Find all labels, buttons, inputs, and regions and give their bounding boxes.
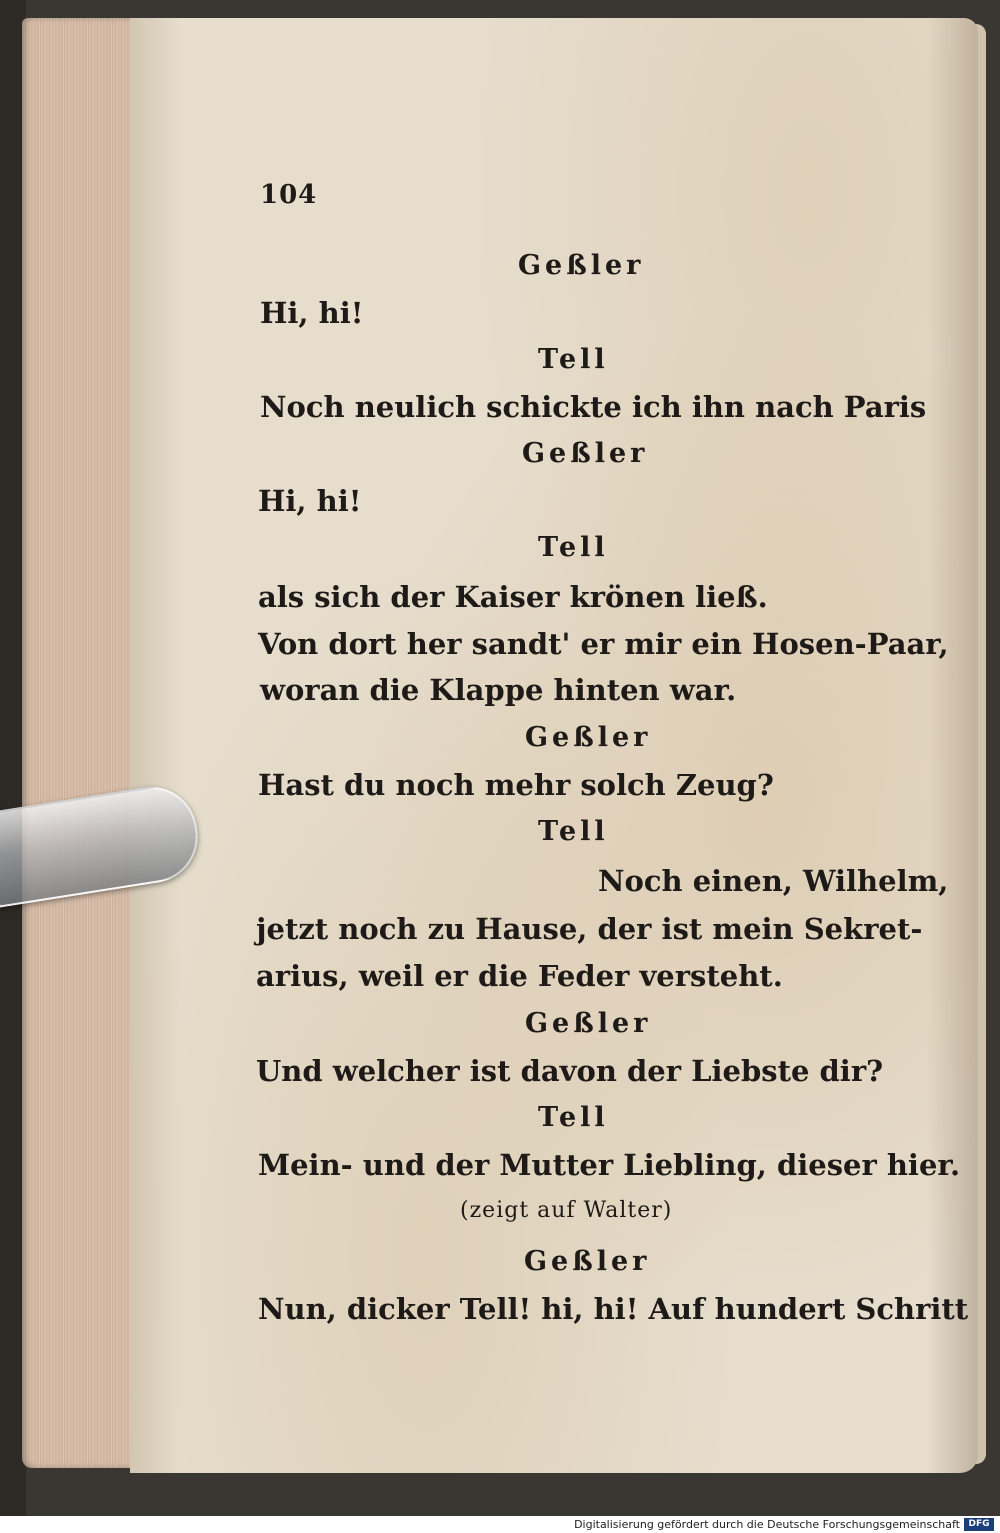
speaker-label: Geßler — [525, 1008, 652, 1039]
footer-credit: Digitalisierung gefördert durch die Deutsche Forschungsgemeinschaft — [574, 1518, 960, 1531]
page-stack-edges — [22, 18, 134, 1468]
speaker-label: Tell — [538, 816, 609, 847]
speaker-label: Geßler — [522, 438, 649, 469]
speaker-label: Geßler — [524, 1246, 651, 1277]
dialogue-line: Von dort her sandt' er mir ein Hosen-Paar, — [258, 627, 949, 661]
speaker-label: Tell — [538, 532, 609, 563]
page-number: 104 — [260, 180, 318, 210]
dialogue-line: Nun, dicker Tell! hi, hi! Auf hundert Schritt — [258, 1292, 969, 1326]
dialogue-line: Hi, hi! — [258, 484, 362, 518]
dialogue-line: Hi, hi! — [260, 296, 364, 330]
speaker-label: Geßler — [525, 722, 652, 753]
dialogue-line: Noch einen, Wilhelm, — [598, 864, 949, 898]
dialogue-line: Noch neulich schickte ich ihn nach Paris — [260, 390, 927, 424]
dialogue-line: als sich der Kaiser krönen ließ. — [258, 580, 768, 614]
dialogue-line: Mein- und der Mutter Liebling, dieser hier. — [258, 1148, 961, 1182]
stage-direction: (zeigt auf Walter) — [460, 1198, 673, 1223]
speaker-label: Geßler — [518, 250, 645, 281]
dialogue-line: woran die Klappe hinten war. — [260, 673, 737, 707]
dialogue-line: Hast du noch mehr solch Zeug? — [258, 768, 774, 802]
dialogue-line: jetzt noch zu Hause, der ist mein Sekret- — [256, 912, 923, 946]
dfg-logo: DFG — [964, 1518, 994, 1531]
dialogue-line: Und welcher ist davon der Liebste dir? — [256, 1054, 884, 1088]
speaker-label: Tell — [538, 344, 609, 375]
dialogue-line: arius, weil er die Feder versteht. — [256, 959, 783, 993]
speaker-label: Tell — [538, 1102, 609, 1133]
